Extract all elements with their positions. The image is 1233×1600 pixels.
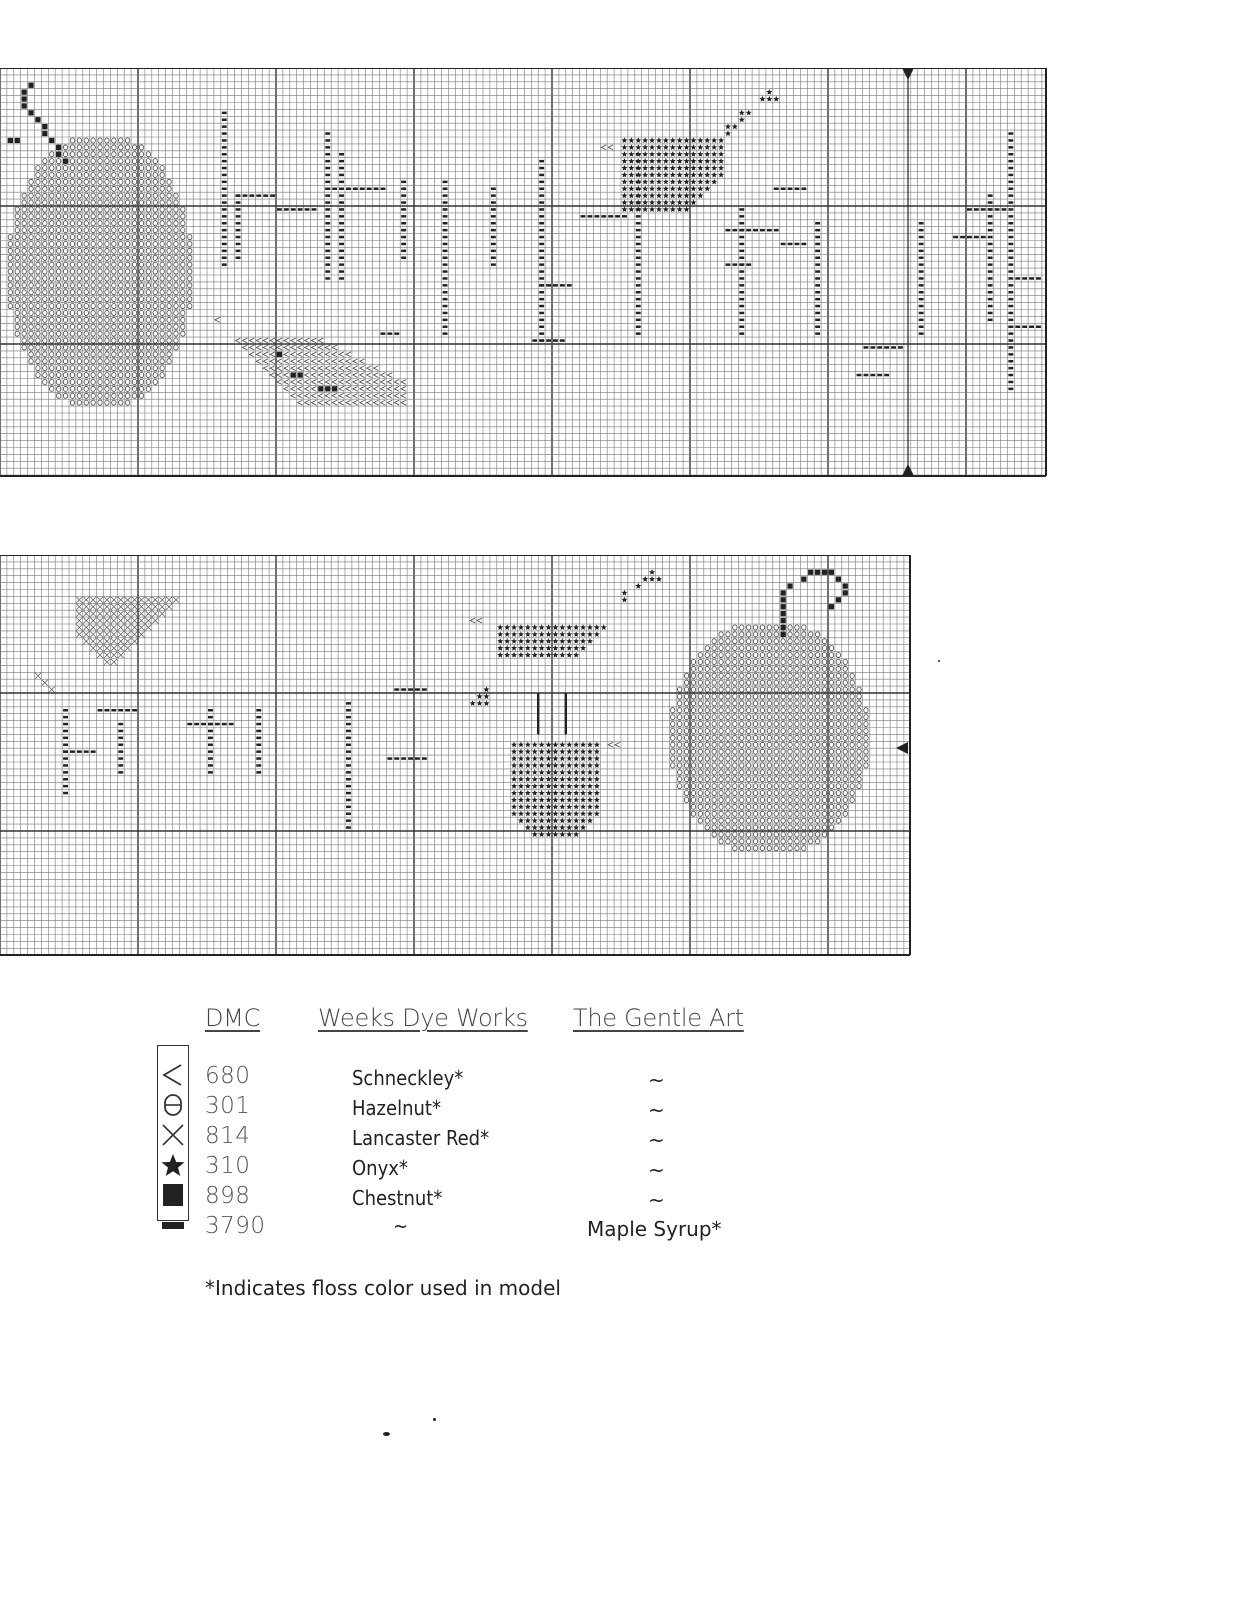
legend-header-dmc: DMC bbox=[205, 1004, 261, 1032]
bottom-chart-grid bbox=[0, 555, 910, 955]
legend-weeks-schneckley: Schneckley* bbox=[352, 1066, 464, 1090]
legend-footnote: *Indicates floss color used in model bbox=[205, 1276, 561, 1300]
legend-header-gentle-art: The Gentle Art bbox=[573, 1004, 744, 1032]
legend-weeks-onyx: Onyx* bbox=[352, 1156, 408, 1180]
legend-dmc-310: 310 bbox=[205, 1153, 251, 1179]
top-chart-grid bbox=[0, 68, 1046, 476]
scan-speck bbox=[383, 1432, 390, 1436]
pattern-chart-top bbox=[0, 68, 1068, 488]
legend-gentle-none-1: ~ bbox=[648, 1068, 665, 1092]
legend-dmc-3790: 3790 bbox=[205, 1213, 266, 1239]
legend-dmc-814: 814 bbox=[205, 1123, 251, 1149]
filled-square-icon bbox=[157, 1180, 189, 1210]
legend-weeks-lancaster-red: Lancaster Red* bbox=[352, 1126, 490, 1150]
cross-icon bbox=[157, 1120, 189, 1150]
legend-gentle-none-4: ~ bbox=[648, 1158, 665, 1182]
center-marker-icon bbox=[896, 742, 908, 754]
legend-dmc-680: 680 bbox=[205, 1063, 251, 1089]
legend-header-weeks-dye-works: Weeks Dye Works bbox=[318, 1004, 528, 1032]
dash-icon bbox=[157, 1210, 189, 1240]
scan-speck bbox=[433, 1418, 436, 1421]
legend-dmc-898: 898 bbox=[205, 1183, 251, 1209]
triangle-icon bbox=[157, 1060, 189, 1090]
legend-gentle-none-2: ~ bbox=[648, 1098, 665, 1122]
pattern-chart-bottom bbox=[0, 555, 930, 975]
legend-weeks-none: ~ bbox=[393, 1214, 409, 1238]
legend-weeks-hazelnut: Hazelnut* bbox=[352, 1096, 441, 1120]
legend-dmc-301: 301 bbox=[205, 1093, 251, 1119]
legend-gentle-maple-syrup: Maple Syrup* bbox=[587, 1217, 722, 1241]
legend-gentle-none-3: ~ bbox=[648, 1128, 665, 1152]
star-icon bbox=[157, 1150, 189, 1180]
bottom-chart-stitches bbox=[35, 569, 868, 851]
legend-gentle-none-5: ~ bbox=[648, 1188, 665, 1212]
scan-speck bbox=[938, 660, 940, 662]
oval-icon bbox=[157, 1090, 189, 1120]
legend-weeks-chestnut: Chestnut* bbox=[352, 1186, 443, 1210]
